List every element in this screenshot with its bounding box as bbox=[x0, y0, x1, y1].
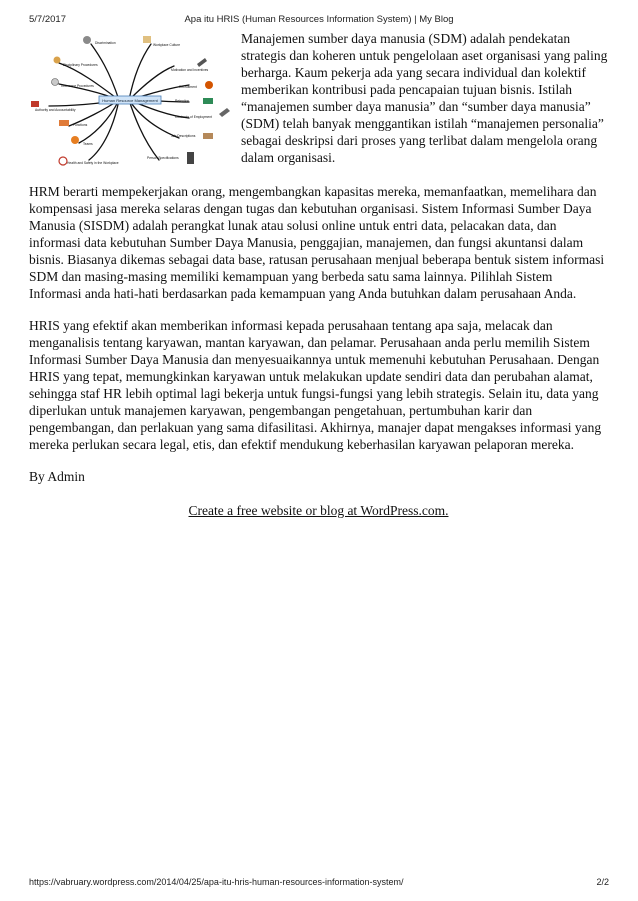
node-label-right: Recruitment bbox=[179, 85, 197, 89]
node-label-left: Grievance Procedures bbox=[61, 84, 94, 88]
node-label-right: Person Specifications bbox=[147, 156, 179, 160]
paragraph-text: Manajemen sumber daya manusia (SDM) adalah pendekatan strategis dan koheren untuk pengelolaan aset organisasi yang paling berharga. Kaum pekerja ada yang secara individual dan kolektif memberikan kontribusi pada pencapaian tujuan bisnis. Istilah “manajemen sumber daya manusia” dan “sumber daya manusia” (SDM) telah banyak menggantikan istilah “manajemen personalia” sebagai deskripsi dari proses yang terlibat dalam mengelola orang dalam organisasi. bbox=[241, 31, 608, 165]
wordpress-footer-link[interactable]: Create a free website or blog at WordPress.com. bbox=[188, 503, 449, 518]
author-byline: By Admin bbox=[29, 469, 85, 484]
node-label-right: Retention bbox=[175, 99, 190, 103]
node-label-left: Teams bbox=[83, 142, 93, 146]
print-header bbox=[29, 14, 609, 28]
page-number: 2/2 bbox=[596, 877, 609, 887]
print-url: https://vabruary.wordpress.com/2014/04/25/apa-itu-hris-human-resources-information-system/ bbox=[29, 877, 404, 887]
article-paragraph: HRIS yang efektif akan memberikan informasi kepada perusahaan tentang apa saja, melacak dan menganalisis tentang karyawan, mantan karyawan, dan pelamar. Perusahaan anda perlu memilih Sistem Informasi Sumber Daya Manusia dan menyesuaikannya untuk memenuhi kebutuhan Perusahaan. Dengan HRIS yang tepat, memungkinkan karyawan untuk melakukan update sendiri data dan perubahan alamat, sehingga staf HR lebih optimal lagi bekerja untuk fungsi-fungsi yang lebih strategis. Selain itu, data yang diperlukan untuk manajemen karyawan, pengembangan pengetahuan, pertumbuhan karir dan pengembangan, dan perlakuan yang sama difasilitasi. Akhirnya, manajer dapat mengakses informasi yang mereka perlukan secara legal, etis, dan efektif mendukung keberhasilan karyawan pelaporan mereka. bbox=[29, 318, 602, 452]
article-paragraph: HRM berarti mempekerjakan orang, mengembangkan kapasitas mereka, memanfaatkan, memelihara dan kompensasi jasa mereka selaras dengan tugas dan kebutuhan organisasi. Sistem Informasi Sumber Daya Manusia (SISDM) adalah perangkat lunak atau solusi online untuk entri data, pelacakan data, dan informasi data kebutuhan Sumber Daya Manusia, penggajian, manajemen, dan fungsi akuntansi dalam bisnis. Biasanya dikemas sebagai data base, ratusan perusahaan menjual beberapa bentuk sistem informasi SDM dan masing-masing memiliki kemampuan yang berbeda satu sama lainnya. Pilihlah Sistem Informasi anda hati-hati berdasarkan pada kemampuan yang Anda butuhkan dalam perusahaan Anda. bbox=[29, 184, 605, 301]
node-label-right: Motivation and Incentives bbox=[171, 68, 209, 72]
print-footer bbox=[29, 877, 609, 891]
node-label-left: Disciplinary Procedures bbox=[63, 63, 98, 67]
node-label-right: Job Descriptions bbox=[171, 134, 196, 138]
node-label-left: Health and Safety in the Workplace bbox=[67, 161, 119, 165]
node-label-left: Functions bbox=[73, 123, 88, 127]
node-label-right: Contracts of Employment bbox=[175, 115, 213, 119]
article-paragraph bbox=[29, 30, 608, 166]
node-label-left: Discrimination bbox=[95, 41, 116, 45]
print-page-title: Apa itu HRIS (Human Resources Information System) | My Blog bbox=[184, 14, 454, 25]
node-label-left: Authority and Accountability bbox=[35, 108, 76, 112]
node-label-right: Workplace Culture bbox=[153, 43, 181, 47]
print-date: 5/7/2017 bbox=[29, 14, 66, 25]
article-content bbox=[29, 30, 608, 519]
center-node-label: Human Resource Management bbox=[102, 98, 158, 103]
